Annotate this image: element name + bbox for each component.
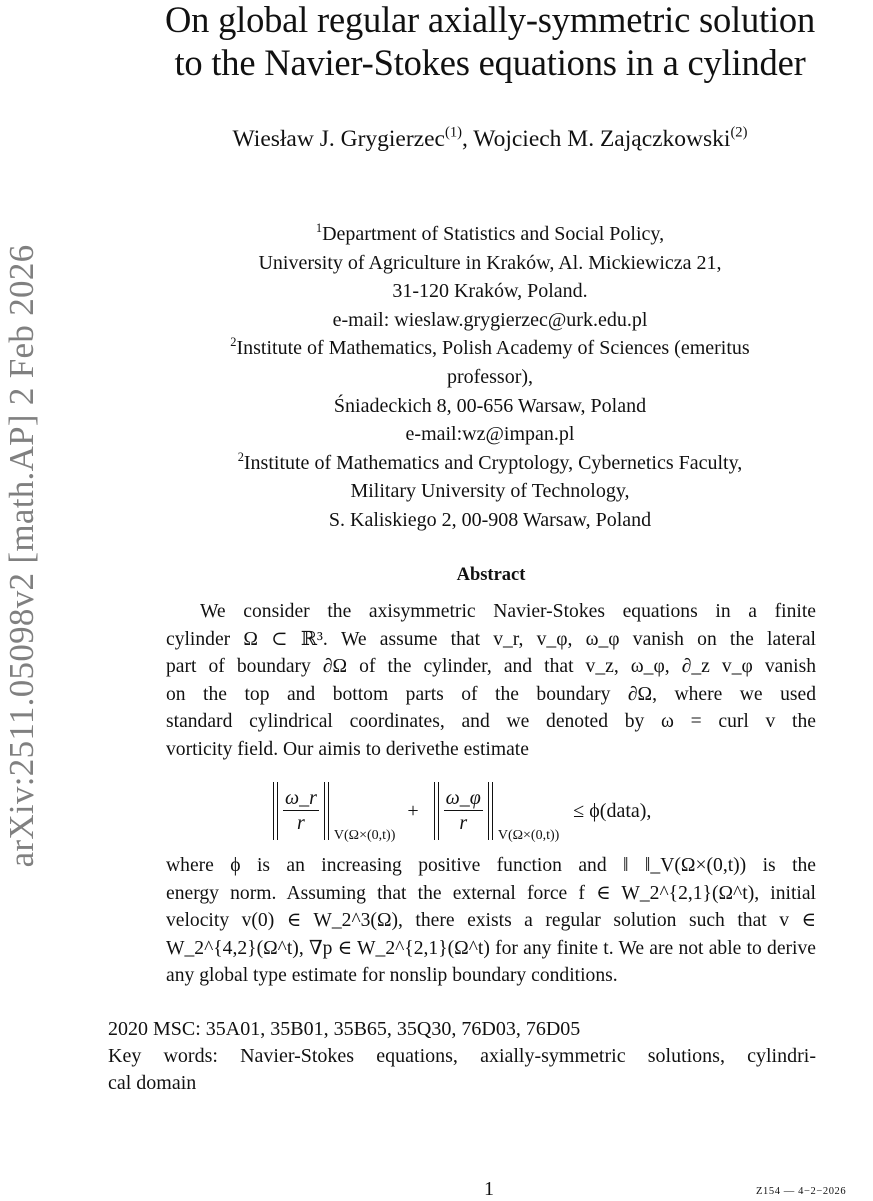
affiliation-mark: 2	[230, 335, 237, 350]
affiliation-3-line-2: Military University of Technology,	[350, 480, 630, 503]
display-equation	[270, 776, 700, 846]
plus-sign: +	[407, 799, 419, 822]
affiliation-text: Institute of Mathematics and Cryptology, Cybernetics Faculty,	[243, 451, 743, 474]
fraction-denominator: r	[459, 812, 468, 834]
paper-title	[100, 0, 873, 84]
keywords-line-1: Key words: Navier-Stokes equations, axially-symmetric solutions, cylindri-	[108, 1045, 816, 1067]
fraction-numerator: ω_r	[285, 787, 317, 809]
abstract-line: standard cylindrical coordinates, and we denoted by ω = curl v the	[166, 711, 816, 733]
affiliation-1-line-3: 31-120 Kraków, Poland.	[392, 280, 588, 303]
abstract-line: velocity v(0) ∈ W_2^3(Ω), there exists a regular solution such that v ∈	[166, 910, 816, 932]
equation-right-hand-side: ≤ ϕ(data),	[573, 799, 652, 822]
abstract-line: on the top and bottom parts of the boundary ∂Ω, where we used	[166, 683, 816, 705]
norm-bar-left	[273, 782, 278, 840]
affiliation-mark: 2	[237, 449, 244, 464]
author-name: Wiesław J. Grygierzec	[232, 126, 445, 152]
norm-subscript: V(Ω×(0,t))	[497, 828, 560, 843]
abstract-line: any global type estimate for nonslip boundary conditions.	[166, 965, 618, 987]
keywords-line-2: cal domain	[108, 1072, 197, 1094]
abstract-heading: Abstract	[456, 565, 526, 585]
affiliation-mark: 1	[315, 220, 323, 235]
affiliation-2-line-1	[100, 334, 873, 363]
norm-bar-left	[434, 782, 439, 840]
author-affiliation-mark: (1)	[444, 124, 462, 141]
page-number: 1	[484, 1178, 494, 1200]
fraction	[444, 787, 483, 835]
abstract-line: We consider the axisymmetric Navier-Stokes equations in a finite	[200, 601, 816, 622]
abstract-paragraph-1	[166, 598, 816, 764]
abstract-paragraph-2	[166, 852, 816, 990]
abstract-line: where ϕ is an increasing positive function and ‖ ‖_V(Ω×(0,t)) is the	[166, 855, 816, 876]
author-name: Wojciech M. Zajączkowski	[473, 126, 731, 152]
affiliations-block	[100, 220, 873, 535]
norm-bar-right	[488, 782, 493, 840]
abstract-line: vorticity field. Our aimis to derivethe estimate	[166, 738, 529, 760]
author-separator: ,	[461, 126, 474, 152]
norm-bar-right	[324, 782, 329, 840]
affiliation-1-email[interactable]: e-mail: wieslaw.grygierzec@urk.edu.pl	[332, 308, 648, 331]
title-line-1: On global regular axially-symmetric solution	[164, 0, 816, 40]
author-list	[100, 124, 873, 154]
affiliation-2-line-3: Śniadeckich 8, 00-656 Warsaw, Poland	[333, 394, 647, 417]
norm-term-1	[270, 782, 396, 843]
fraction	[283, 787, 319, 835]
affiliation-3-line-3: S. Kaliskiego 2, 00-908 Warsaw, Poland	[328, 508, 652, 531]
affiliation-2-email[interactable]: e-mail:wz@impan.pl	[405, 423, 575, 446]
affiliation-3-line-1	[100, 449, 873, 478]
affiliation-1-line-2: University of Agriculture in Kraków, Al. Mickiewicza 21,	[258, 251, 722, 274]
title-line-2: to the Navier-Stokes equations in a cylinder	[174, 42, 806, 83]
norm-subscript: V(Ω×(0,t))	[333, 828, 396, 843]
abstract-line: cylinder Ω ⊂ ℝ³. We assume that v_r, v_φ, ω_φ vanish on the lateral	[166, 628, 816, 650]
norm-term-2	[431, 782, 560, 843]
affiliation-1-line-1	[100, 220, 873, 249]
version-tag: Z154 — 4−2−2026	[756, 1186, 847, 1197]
abstract-line: part of boundary ∂Ω of the cylinder, and that v_z, ω_φ, ∂_z v_φ vanish	[166, 656, 816, 678]
fraction-numerator: ω_φ	[445, 787, 481, 809]
abstract-line: energy norm. Assuming that the external force f ∈ W_2^{2,1}(Ω^t), initial	[166, 882, 816, 904]
arxiv-identifier-stamp: arXiv:2511.05098v2 [math.AP] 2 Feb 2026	[2, 244, 41, 868]
affiliation-2-line-2: professor),	[446, 365, 534, 388]
abstract-line: W_2^{4,2}(Ω^t), ∇p ∈ W_2^{2,1}(Ω^t) for any finite t. We are not able to derive	[166, 937, 816, 959]
affiliation-text: Department of Statistics and Social Policy,	[322, 223, 665, 245]
msc-codes: 2020 MSC: 35A01, 35B01, 35B65, 35Q30, 76D03, 76D05	[108, 1018, 581, 1040]
author-affiliation-mark: (2)	[730, 124, 748, 141]
fraction-denominator: r	[297, 812, 305, 834]
classification-block	[108, 1016, 816, 1097]
affiliation-text: Institute of Mathematics, Polish Academy of Sciences (emeritus	[236, 337, 750, 360]
